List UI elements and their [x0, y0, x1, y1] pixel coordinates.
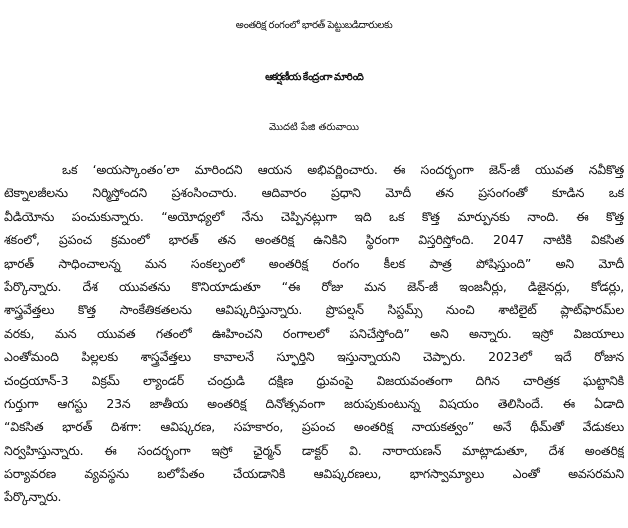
body-line: శాస్త్రవేత్తలు కొత్త సాంకేతికతలను ఆవిష్కరిస్తున్నారు. ప్రొపల్షన్ సిస్టమ్స్ నుంచి శాటిలైట్ ప్లాట్‌ఫారమ్‌ల — [4, 302, 624, 318]
article-body — [4, 158, 624, 509]
body-line: “వికసిత భారత్ దిశగా: ఆవిష్కరణ, సహకారం, ప్రపంచ అంతరిక్ష నాయకత్వం” అనే థీమ్‌తో వేడుకలు — [4, 419, 624, 435]
body-line: నిర్వహిస్తున్నారు. ఈ సందర్భంగా ఇస్రో ఛైర్మన్ డాక్టర్ వి. నారాయణన్ మాట్లాడుతూ, దేశ అంతరిక్ష — [4, 442, 624, 458]
headline-line-1: అంతరిక్ష రంగంలో భారత్ పెట్టుబడిదారులకు — [235, 20, 393, 31]
body-line: టెక్నాలజీలను నిర్మిస్తోందని ప్రశంసించారు. ఆదివారం ప్రధాని మోదీ తన ప్రసంగంతో కూడిన ఒక — [4, 185, 624, 201]
body-line: ఎంతోమంది పిల్లలకు శాస్త్రవేత్తలు కావాలనే స్ఫూర్తిని ఇస్తున్నాయని చెప్పారు. 2023లో ఇదే రోజున — [4, 349, 624, 365]
body-line: వీడియోను పంచుకున్నారు. “అయోధ్యలో నేను చెప్పినట్లుగా ఇది ఒక కొత్త మార్పునకు నాంది. ఈ కొత్త — [4, 208, 624, 224]
body-line: పర్యావరణ వ్యవస్థను బలోపేతం చేయడానికి ఆవిష్కరణలు, భాగస్వామ్యాలు ఎంతో అవసరమని — [4, 466, 624, 482]
continuation-label: మొదటి పేజి తరువాయి — [268, 122, 360, 133]
body-line: పేర్కొన్నారు. — [4, 489, 62, 505]
headline-line-2: ఆకర్షణీయ కేంద్రంగా మారింది — [265, 72, 363, 83]
body-line: పేర్కొన్నారు. దేశ యువతను కొనియాడుతూ “ఈ రోజు మన జెన్‌-జీ ఇంజనీర్లు, డిజైనర్లు, కోడర్లు, — [4, 278, 624, 294]
body-line: భారత్ సాధించాలన్న మన సంకల్పంలో అంతరిక్ష రంగం కీలక పాత్ర పోషిస్తుంది” అని మోదీ — [4, 255, 624, 271]
body-line: శకంలో, ప్రపంచ క్రమంలో భారత్ తన అంతరిక్ష ఉనికిని స్థిరంగా విస్తరిస్తోంది. 2047 నాటికి వికసిత — [4, 232, 624, 248]
body-line: గుర్తుగా ఆగస్టు 23న జాతీయ అంతరిక్ష దినోత్సవంగా జరుపుకుంటున్న విషయం తెలిసిందే. ఈ ఏడాది — [4, 395, 624, 411]
body-line: ఒక ‘అయస్కాంతం’లా మారిందని ఆయన అభివర్ణించారు. ఈ సందర్భంగా జెన్‌-జీ యువత నవీకొత్త — [62, 162, 624, 177]
body-line: వరకు, మన యువత గతంలో ఊహించని రంగాలలో పనిచేస్తోంది” అని అన్నారు. ఇస్రో విజయాలు — [4, 325, 624, 341]
body-line: చంద్రయాన్-3 విక్రమ్ ల్యాండర్ చంద్రుడి దక్షిణ ధ్రువంపై విజయవంతంగా దిగిన చారిత్రక ఘట్టానికి — [4, 372, 624, 388]
